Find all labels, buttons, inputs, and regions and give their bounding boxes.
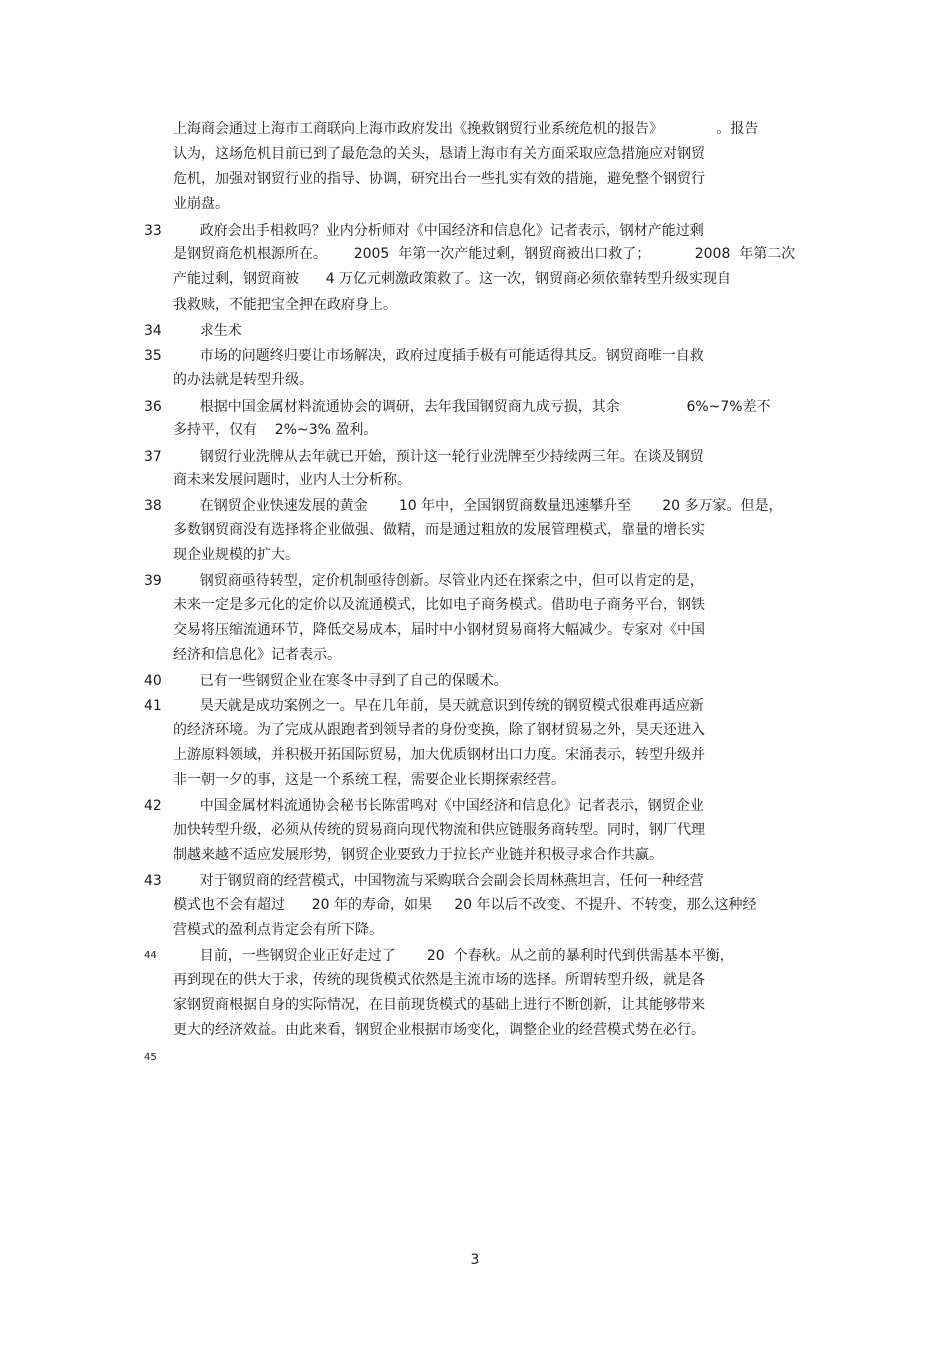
paragraph-line: 业崩盘。 <box>173 196 229 212</box>
paragraph-line: 家钢贸商根据自身的实际情况，在目前现货模式的基础上进行不断创新，让其能够带来 <box>173 997 705 1013</box>
paragraph-line: 上游原料领域，并积极开拓国际贸易，加大优质钢材出口力度。宋涌表示，转型升级并 <box>173 747 705 763</box>
paragraph-line: 昊天就是成功案例之一。早在几年前，昊天就意识到传统的钢贸模式很难再适应新 <box>173 698 704 714</box>
paragraph-line: 多数钢贸商没有选择将企业做强、做精，而是通过粗放的发展管理模式，靠量的增长实 <box>173 522 705 538</box>
line-number: 35 <box>144 348 162 364</box>
paragraph-line: 产能过剩，钢贸商被 4 万亿元刺激政策救了。这一次，钢贸商必须依靠转型升级实现自 <box>173 271 732 287</box>
paragraph-line: 交易将压缩流通环节，降低交易成本，届时中小钢材贸易商将大幅减少。专家对《中国 <box>173 622 705 638</box>
paragraph-line: 制越来越不适应发展形势，钢贸企业要致力于拉长产业链并积极寻求合作共赢。 <box>173 847 663 863</box>
paragraph-line: 危机，加强对钢贸行业的指导、协调，研究出台一些扎实有效的措施，避免整个钢贸行 <box>173 171 705 187</box>
paragraph-line: 政府会出手相救吗？业内分析师对《中国经济和信息化》记者表示，钢材产能过剩 <box>173 223 704 239</box>
line-number: 41 <box>144 698 162 714</box>
paragraph-line: 已有一些钢贸企业在寒冬中寻到了自己的保暖术。 <box>173 673 508 689</box>
paragraph-line: 未来一定是多元化的定价以及流通模式，比如电子商务模式。借助电子商务平台，钢铁 <box>173 597 705 613</box>
paragraph-line: 在钢贸企业快速发展的黄金 10 年中，全国钢贸商数量迅速攀升至 20 多万家。但是， <box>173 498 783 514</box>
line-number: 33 <box>144 223 162 239</box>
line-number: 43 <box>144 873 162 889</box>
line-number: 45 <box>144 1052 157 1063</box>
line-number: 44 <box>144 950 157 961</box>
paragraph-line: 非一朝一夕的事，这是一个系统工程，需要企业长期探索经营。 <box>173 772 565 788</box>
line-number: 34 <box>144 323 162 339</box>
line-number: 37 <box>144 449 162 465</box>
paragraph-line: 市场的问题终归要让市场解决，政府过度插手极有可能适得其反。钢贸商唯一自救 <box>173 348 704 364</box>
paragraph-line: 的办法就是转型升级。 <box>173 372 313 388</box>
paragraph-line: 钢贸商亟待转型，定价机制亟待创新。尽管业内还在探索之中，但可以肯定的是， <box>173 573 704 589</box>
paragraph-line: 更大的经济效益。由此来看，钢贸企业根据市场变化，调整企业的经营模式势在必行。 <box>173 1022 705 1038</box>
line-number: 39 <box>144 573 162 589</box>
paragraph-line: 钢贸行业洗牌从去年就已开始，预计这一轮行业洗牌至少持续两三年。在谈及钢贸 <box>173 449 704 465</box>
paragraph-line: 商未来发展问题时，业内人士分析称。 <box>173 472 411 488</box>
paragraph-line: 的经济环境。为了完成从跟跑者到领导者的身份变换，除了钢材贸易之外，昊天还进入 <box>173 722 705 738</box>
paragraph-line: 对于钢贸商的经营模式，中国物流与采购联合会副会长周林燕坦言，任何一种经营 <box>173 873 704 889</box>
paragraph-line: 上海商会通过上海市工商联向上海市政府发出《挽救钢贸行业系统危机的报告》 。报告 <box>173 121 759 137</box>
line-number: 36 <box>144 399 162 415</box>
paragraph-line: 模式也不会有超过 20 年的寿命，如果 20 年以后不改变、不提升、不转变，那么这种经 <box>173 897 757 913</box>
line-number: 38 <box>144 498 162 514</box>
paragraph-line: 多持平，仅有 2%~3% 盈利。 <box>173 422 378 438</box>
page-number: 3 <box>470 1252 480 1268</box>
paragraph-line: 加快转型升级，必须从传统的贸易商向现代物流和供应链服务商转型。同时，钢厂代理 <box>173 822 705 838</box>
paragraph-line: 我救赎，不能把宝全押在政府身上。 <box>173 297 397 313</box>
paragraph-line: 中国金属材料流通协会秘书长陈雷鸣对《中国经济和信息化》记者表示，钢贸企业 <box>173 798 704 814</box>
paragraph-line: 目前，一些钢贸企业正好走过了 20 个春秋。从之前的暴利时代到供需基本平衡， <box>173 948 734 964</box>
line-number: 40 <box>144 673 162 689</box>
line-number: 42 <box>144 798 162 814</box>
paragraph-line: 是钢贸商危机根源所在。 2005 年第一次产能过剩，钢贸商被出口救了； 2008 年第二次 <box>173 246 796 262</box>
paragraph-line: 现企业规模的扩大。 <box>173 547 299 563</box>
paragraph-line: 经济和信息化》记者表示。 <box>173 647 341 663</box>
paragraph-line: 认为，这场危机目前已到了最危急的关头，恳请上海市有关方面采取应急措施应对钢贸 <box>173 146 705 162</box>
paragraph-line: 再到现在的供大于求，传统的现货模式依然是主流市场的选择。所谓转型升级，就是各 <box>173 972 705 988</box>
paragraph-line: 营模式的盈利点肯定会有所下降。 <box>173 922 383 938</box>
paragraph-line: 根据中国金属材料流通协会的调研，去年我国钢贸商九成亏损，其余 6%~7%差不 <box>173 399 771 415</box>
paragraph-line: 求生术 <box>173 323 242 339</box>
